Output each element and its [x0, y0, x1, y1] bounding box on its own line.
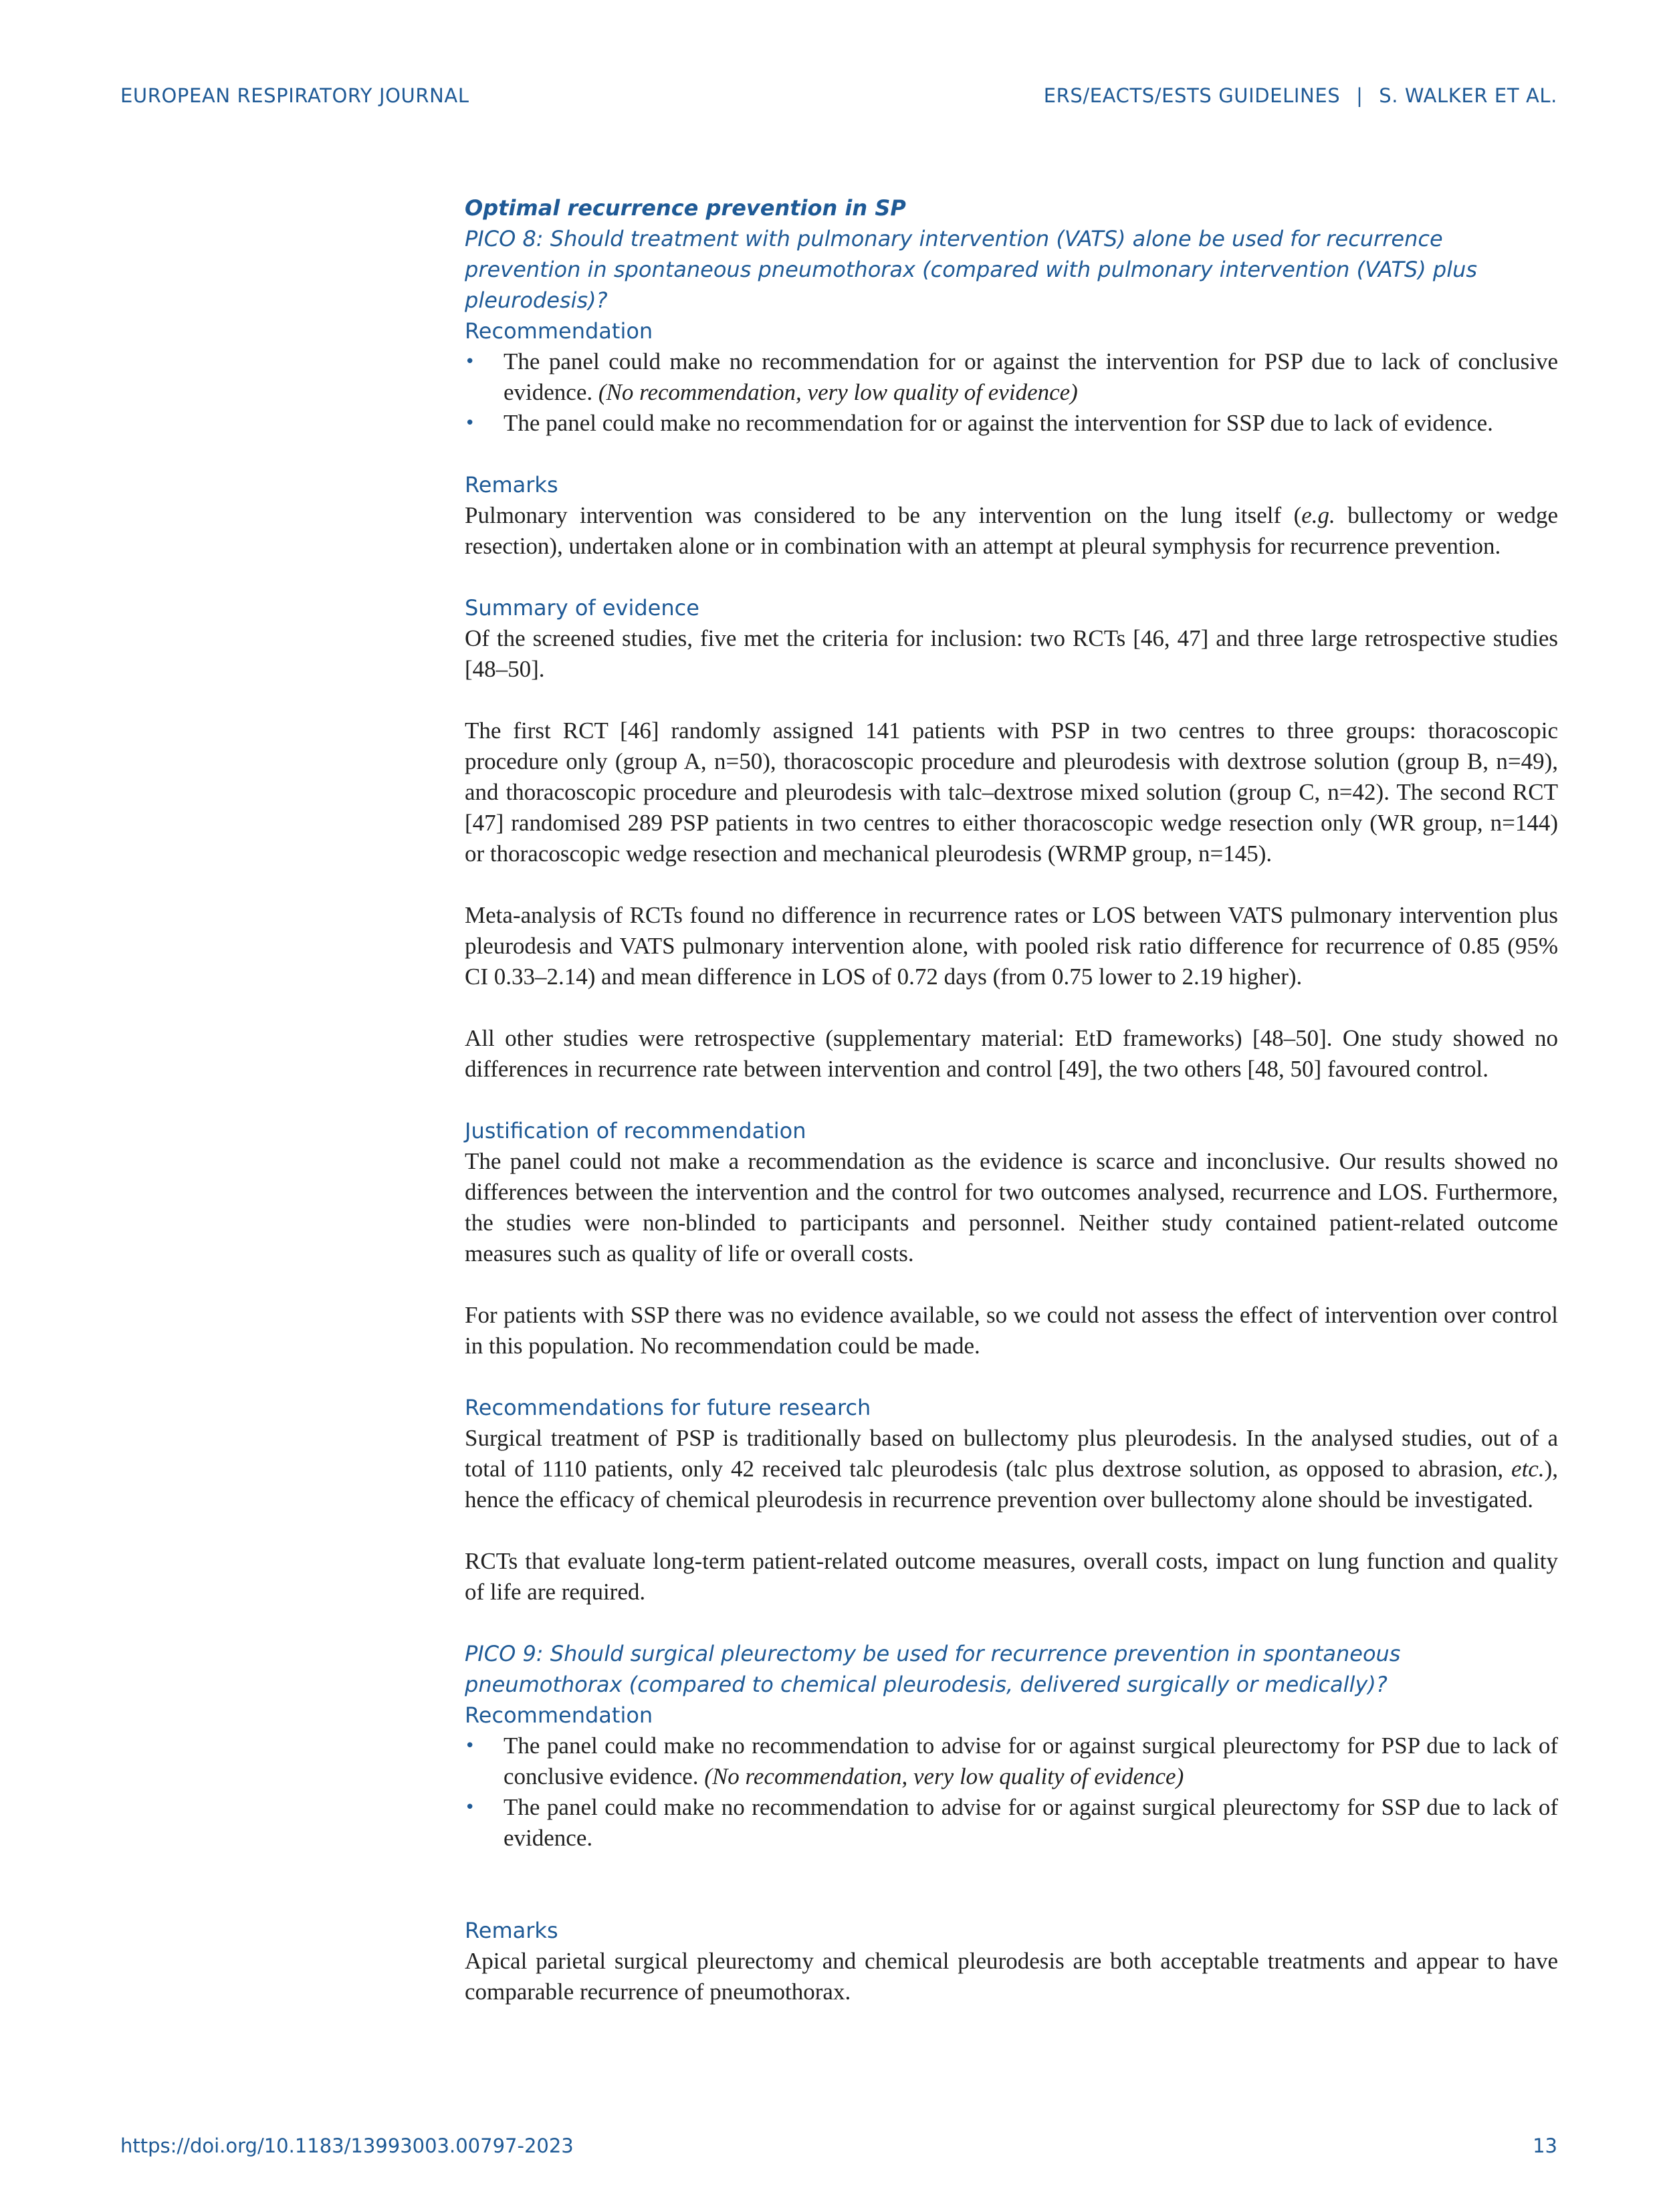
future-research-paragraph-2: RCTs that evaluate long-term patient-related outcome measures, overall costs, impact on lung function and quality of life are required. [465, 1548, 1558, 1605]
bullet-icon: • [465, 1797, 475, 1817]
bullet-icon: • [465, 352, 475, 372]
pico8-rec2-text: The panel could make no recommendation for or against the intervention for SSP due to lack of evidence. [504, 410, 1493, 436]
pico9-rec1-text: The panel could make no recommendation to advise for or against surgical pleurectomy for PSP due to lack of conclusive evidence. [504, 1733, 1558, 1789]
justification-heading: Justification of recommendation [465, 1118, 806, 1143]
summary-paragraph-1: Of the screened studies, five met the criteria for inclusion: two RCTs [46, 47] and three large retrospective studies [48–50]. [465, 625, 1558, 682]
pico8-recommendation-list [465, 346, 1558, 439]
list-item [465, 1731, 1558, 1792]
authors-label: S. WALKER ET AL. [1379, 84, 1557, 107]
pico9-rec2-text: The panel could make no recommendation to advise for or against surgical pleurectomy for SSP due to lack of evidence. [504, 1794, 1558, 1851]
doi-link[interactable]: https://doi.org/10.1183/13993003.00797-2023 [120, 2134, 574, 2157]
pico9-recommendation-list [465, 1731, 1558, 1854]
pico8-remarks-heading: Remarks [465, 472, 558, 497]
future-research-paragraph-1: Surgical treatment of PSP is traditionally based on bullectomy plus pleurodesis. In the analysed studies, out of a total of 1110 patients, only 42 received talc pleurodesis (talc plus dextrose solution, as opposed to abrasion, etc.), hence the efficacy of chemical pleurodesis in recurrence prevention over bullectomy alone should be investigated. [465, 1425, 1558, 1513]
bullet-icon: • [465, 413, 475, 433]
journal-name: EUROPEAN RESPIRATORY JOURNAL [120, 84, 469, 107]
header-separator: | [1356, 84, 1363, 107]
summary-heading: Summary of evidence [465, 595, 699, 621]
list-item [465, 346, 1558, 408]
pico9-rec1-grade: (No recommendation, very low quality of evidence) [704, 1763, 1184, 1789]
page-number: 13 [1533, 2134, 1557, 2157]
pico9-remarks-heading: Remarks [465, 1918, 558, 1943]
section-label: ERS/EACTS/ESTS GUIDELINES [1043, 84, 1341, 107]
pico8-recommendation-heading: Recommendation [465, 318, 653, 344]
pico8-remarks-paragraph: Pulmonary intervention was considered to be any intervention on the lung itself (e.g. bullectomy or wedge resection), undertaken alone or in combination with an attempt at pleural symphysis for recurrence prevention. [465, 502, 1559, 559]
running-header [1044, 84, 1557, 107]
pico8-rec1-text: The panel could make no recommendation for or against the intervention for PSP due to lack of conclusive evidence. [504, 348, 1558, 405]
pico9-recommendation-heading: Recommendation [465, 1702, 653, 1728]
list-item [465, 408, 1558, 439]
summary-paragraph-3: Meta-analysis of RCTs found no difference in recurrence rates or LOS between VATS pulmonary intervention plus pleurodesis and VATS pulmonary intervention alone, with pooled risk ratio difference for recurrence of 0.85 (95% CI 0.33–2.14) and mean difference in LOS of 0.72 days (from 0.75 lower to 2.19 higher). [465, 902, 1558, 990]
justification-paragraph-2: For patients with SSP there was no evidence available, so we could not assess the effect of intervention over control in this population. No recommendation could be made. [465, 1302, 1558, 1359]
justification-paragraph-1: The panel could not make a recommendation as the evidence is scarce and inconclusive. Our results showed no differences between the intervention and the control for two outcomes analysed, recurrence and LOS. Furthermore, the studies were non-blinded to participants and personnel. Neither study contained patient-related outcome measures such as quality of life or overall costs. [465, 1148, 1558, 1266]
pico9-remarks-paragraph: Apical parietal surgical pleurectomy and chemical pleurodesis are both acceptable treatments and appear to have comparable recurrence of pneumothorax. [465, 1948, 1558, 2005]
summary-paragraph-2: The first RCT [46] randomly assigned 141 patients with PSP in two centres to three groups: thoracoscopic procedure only (group A, n=50), thoracoscopic procedure and pleurodesis with dextrose solution (group B, n=49), and thoracoscopic procedure and pleurodesis with talc–dextrose mixed solution (group C, n=42). The second RCT [47] randomised 289 PSP patients in two centres to either thoracoscopic wedge resection only (WR group, n=144) or thoracoscopic wedge resection and mechanical pleurodesis (WRMP group, n=145). [465, 717, 1558, 867]
bullet-icon: • [465, 1736, 475, 1756]
list-item [465, 1792, 1558, 1854]
article-body [465, 193, 1558, 2007]
summary-paragraph-4: All other studies were retrospective (supplementary material: EtD frameworks) [48–50]. One study showed no differences in recurrence rate between intervention and control [49], the two others [48, 50] favoured control. [465, 1025, 1558, 1082]
section-title: Optimal recurrence prevention in SP [465, 195, 906, 221]
future-research-heading: Recommendations for future research [465, 1395, 871, 1420]
pico9-question: PICO 9: Should surgical pleurectomy be used for recurrence prevention in spontaneous pneumothorax (compared to chemical pleurodesis, delivered surgically or medically)? [465, 1641, 1401, 1697]
pico8-question: PICO 8: Should treatment with pulmonary intervention (VATS) alone be used for recurrence prevention in spontaneous pneumothorax (compared with pulmonary intervention (VATS) plus pleurodesis)? [465, 226, 1478, 313]
pico8-rec1-grade: (No recommendation, very low quality of evidence) [598, 379, 1078, 405]
